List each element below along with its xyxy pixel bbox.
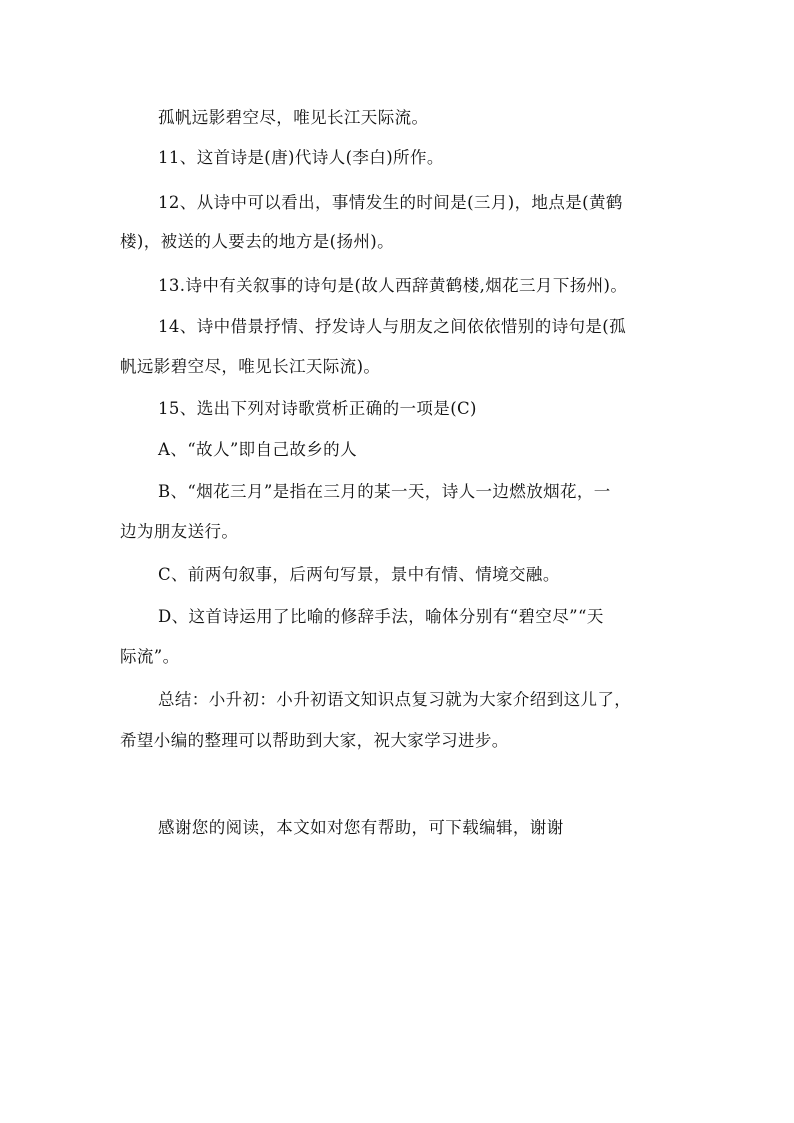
poem-line: 孤帆远影碧空尽，唯见长江天际流。 bbox=[158, 108, 429, 127]
question-12-line-1: 12、从诗中可以看出，事情发生的时间是(三月)，地点是(黄鹤 bbox=[158, 193, 623, 212]
question-14-line-1: 14、诗中借景抒情、抒发诗人与朋友之间依依惜别的诗句是(孤 bbox=[158, 317, 627, 336]
option-b-line-2: 边为朋友送行。 bbox=[120, 522, 239, 541]
question-11: 11、这首诗是(唐)代诗人(李白)所作。 bbox=[158, 148, 444, 167]
option-d-line-2: 际流”。 bbox=[120, 647, 180, 666]
summary-line-1: 总结：小升初：小升初语文知识点复习就为大家介绍到这儿了， bbox=[158, 690, 632, 709]
question-13: 13.诗中有关叙事的诗句是(故人西辞黄鹤楼,烟花三月下扬州)。 bbox=[158, 276, 628, 295]
question-15: 15、选出下列对诗歌赏析正确的一项是(C) bbox=[158, 399, 477, 418]
question-12-line-2: 楼)，被送的人要去的地方是(扬州)。 bbox=[120, 232, 395, 251]
question-14-line-2: 帆远影碧空尽，唯见长江天际流)。 bbox=[120, 357, 381, 376]
option-b-line-1: B、“烟花三月”是指在三月的某一天，诗人一边燃放烟花，一 bbox=[158, 482, 611, 501]
thanks-note: 感谢您的阅读，本文如对您有帮助，可下载编辑，谢谢 bbox=[158, 818, 564, 837]
summary-line-2: 希望小编的整理可以帮助到大家，祝大家学习进步。 bbox=[120, 731, 509, 750]
option-c: C、前两句叙事，后两句写景，景中有情、情境交融。 bbox=[158, 565, 560, 584]
option-a: A、“故人”即自己故乡的人 bbox=[158, 440, 357, 459]
option-d-line-1: D、这首诗运用了比喻的修辞手法，喻体分别有“碧空尽”“天 bbox=[158, 607, 604, 626]
